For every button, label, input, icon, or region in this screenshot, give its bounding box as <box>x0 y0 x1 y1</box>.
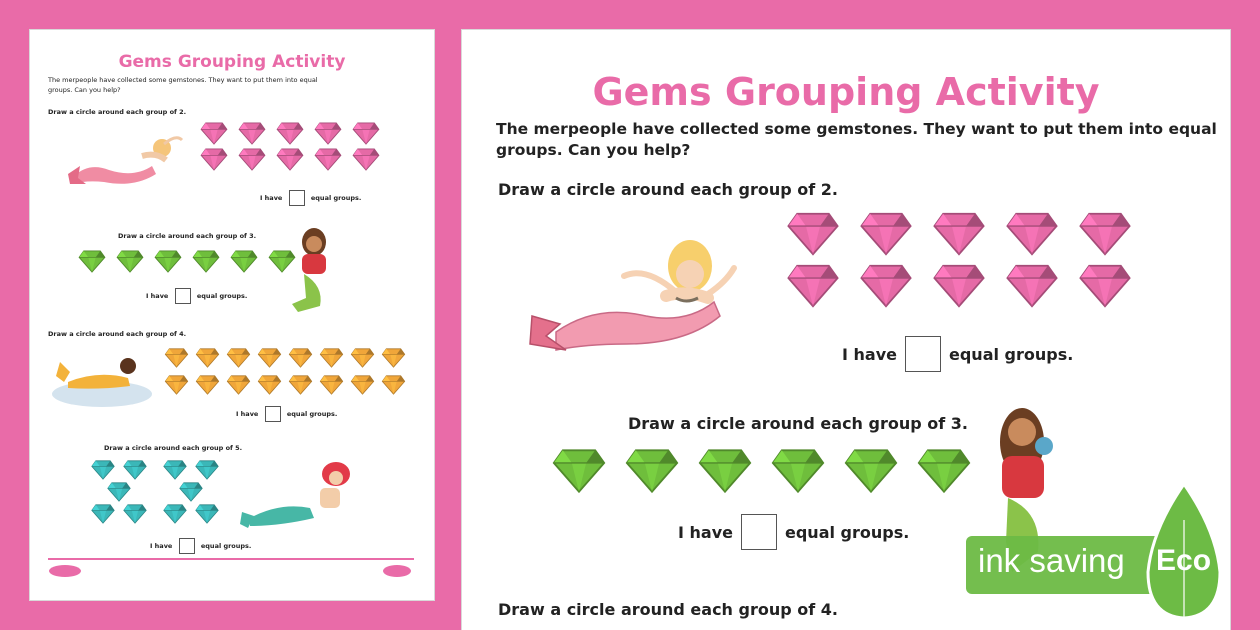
gem-icon <box>78 250 106 277</box>
gem-icon <box>276 122 304 149</box>
mermaid-on-rock-illustration <box>48 342 158 408</box>
gem-icon <box>200 122 228 149</box>
worksheet-thumbnail[interactable] <box>30 30 434 600</box>
gem-icon <box>352 148 380 175</box>
gem-icon <box>381 375 406 399</box>
gem-icon <box>162 504 188 528</box>
thumb-groups-label: equal groups. <box>200 542 252 550</box>
gem-icon <box>771 448 825 498</box>
thumb-title: Gems Grouping Activity <box>118 52 346 72</box>
instruction-group-of-2: Draw a circle around each group of 2. <box>498 180 838 199</box>
thumb-have-label: I have <box>236 410 259 418</box>
thumb-instruction-2: Draw a circle around each group of 2. <box>48 108 187 116</box>
gem-icon <box>276 148 304 175</box>
gem-icon <box>352 122 380 149</box>
thumb-answer-box-4[interactable] <box>265 406 281 422</box>
have-row-2 <box>842 336 1073 372</box>
thumb-have-row-3 <box>146 288 247 304</box>
logo-icon <box>48 564 82 578</box>
intro-line2: groups. Can you help? <box>496 141 691 159</box>
gem-icon <box>194 504 220 528</box>
mermaid-illustration <box>526 232 746 364</box>
gem-icon <box>192 250 220 277</box>
gem-icon <box>932 212 986 260</box>
thumb-answer-box-5[interactable] <box>179 538 195 554</box>
instruction-group-of-4: Draw a circle around each group of 4. <box>498 600 838 619</box>
gem-icon <box>786 212 840 260</box>
gem-icon <box>1078 264 1132 312</box>
intro-line1: The merpeople have collected some gemstones. They want to put them into equal <box>496 120 1217 138</box>
ink-saving-eco-badge <box>962 480 1260 630</box>
gem-icon <box>106 482 132 506</box>
have-label: I have <box>678 522 733 542</box>
gem-icon <box>178 482 204 506</box>
instruction-group-of-3: Draw a circle around each group of 3. <box>628 414 968 433</box>
eco-label: Eco <box>1156 544 1212 577</box>
mermaid-illustration <box>64 126 184 188</box>
thumb-have-label: I have <box>146 292 169 300</box>
thumb-instruction-4: Draw a circle around each group of 4. <box>48 330 187 338</box>
answer-box-3[interactable] <box>741 514 777 550</box>
gem-icon <box>164 348 189 372</box>
gem-icon <box>200 148 228 175</box>
thumb-groups-label: equal groups. <box>286 410 338 418</box>
gem-icon <box>288 348 313 372</box>
footer-divider <box>48 558 414 560</box>
gem-icon <box>226 375 251 399</box>
gem-icon <box>932 264 986 312</box>
thumb-intro-line2: groups. Can you help? <box>48 86 121 94</box>
gem-icon <box>844 448 898 498</box>
gem-icon <box>288 375 313 399</box>
gem-icon <box>194 460 220 484</box>
thumb-have-label: I have <box>260 194 283 202</box>
gem-icon <box>319 348 344 372</box>
gem-icon <box>230 250 258 277</box>
logo-icon <box>382 564 412 578</box>
gem-icon <box>381 348 406 372</box>
page-title: Gems Grouping Activity <box>592 70 1100 114</box>
thumb-have-row-2 <box>260 190 361 206</box>
thumb-answer-box-3[interactable] <box>175 288 191 304</box>
gem-icon <box>1005 264 1059 312</box>
mermaid-illustration <box>284 226 344 316</box>
thumb-groups-label: equal groups. <box>310 194 362 202</box>
gem-icon <box>350 375 375 399</box>
thumb-answer-box-2[interactable] <box>289 190 305 206</box>
gem-icon <box>122 504 148 528</box>
gem-icon <box>1005 212 1059 260</box>
gem-icon <box>859 212 913 260</box>
gem-icon <box>90 504 116 528</box>
have-row-3 <box>678 514 909 550</box>
gem-icon <box>116 250 144 277</box>
have-label: I have <box>842 344 897 364</box>
mermaid-illustration <box>240 456 360 536</box>
gem-icon <box>238 122 266 149</box>
gem-icon <box>786 264 840 312</box>
gem-icon <box>162 460 188 484</box>
gem-icon <box>698 448 752 498</box>
answer-box-2[interactable] <box>905 336 941 372</box>
gem-icon <box>257 375 282 399</box>
thumb-groups-label: equal groups. <box>196 292 248 300</box>
gem-icon <box>319 375 344 399</box>
thumb-have-label: I have <box>150 542 173 550</box>
groups-label: equal groups. <box>949 344 1074 364</box>
gem-icon <box>164 375 189 399</box>
gem-icon <box>859 264 913 312</box>
gem-icon <box>195 348 220 372</box>
gem-icon <box>314 148 342 175</box>
gem-icon <box>1078 212 1132 260</box>
thumb-have-row-4 <box>236 406 337 422</box>
gem-icon <box>154 250 182 277</box>
groups-label: equal groups. <box>785 522 910 542</box>
thumb-intro-line1: The merpeople have collected some gemstones. They want to put them into equal <box>48 76 318 84</box>
gem-icon <box>314 122 342 149</box>
gem-icon <box>90 460 116 484</box>
gem-icon <box>122 460 148 484</box>
gem-icon <box>195 375 220 399</box>
thumb-instruction-3: Draw a circle around each group of 3. <box>118 232 257 240</box>
gem-icon <box>238 148 266 175</box>
gem-icon <box>226 348 251 372</box>
thumb-have-row-5 <box>150 538 251 554</box>
gem-icon <box>257 348 282 372</box>
gem-icon <box>625 448 679 498</box>
ink-saving-label: ink saving <box>978 542 1125 579</box>
thumb-instruction-5: Draw a circle around each group of 5. <box>104 444 243 452</box>
gem-icon <box>350 348 375 372</box>
gem-icon <box>552 448 606 498</box>
